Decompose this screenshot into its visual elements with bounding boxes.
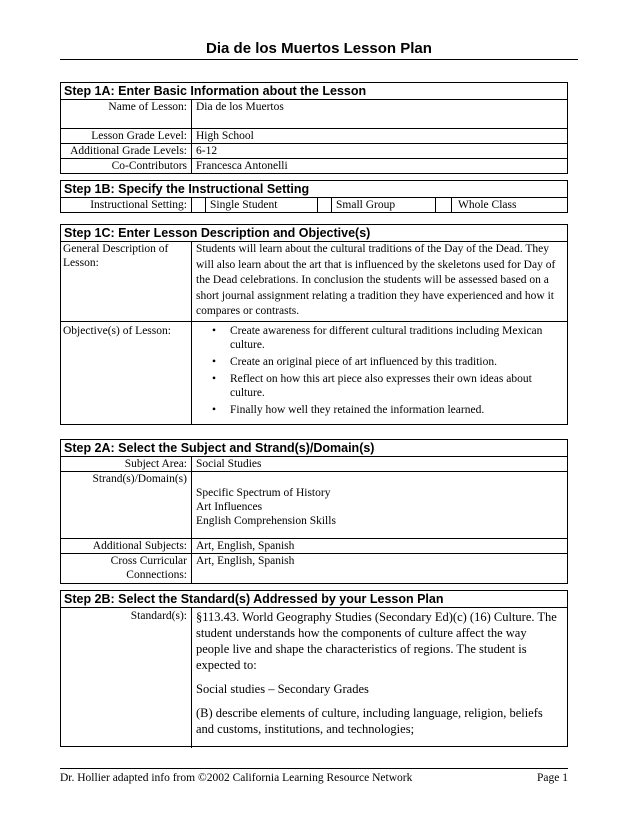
row-co-contributors	[61, 158, 567, 173]
co-contributors-label: Co-Contributors	[61, 159, 192, 173]
option-whole-class[interactable]: Whole Class	[458, 199, 517, 211]
cross-curricular-value[interactable]: Art, English, Spanish	[196, 555, 295, 567]
row-general-description	[61, 242, 567, 321]
subject-area-label: Subject Area:	[61, 457, 192, 471]
row-additional-grades	[61, 143, 567, 158]
objective-item: • Finally how well they retained the information learned.	[230, 403, 563, 417]
option-small-group[interactable]: Small Group	[332, 198, 436, 212]
standard-paragraph: Social studies – Secondary Grades	[196, 682, 369, 696]
standard-paragraph: (B) describe elements of culture, including language, religion, beliefs and customs, institutions, and technologies;	[196, 706, 543, 736]
row-standards	[61, 608, 567, 748]
strand-item: English Comprehension Skills	[196, 515, 336, 527]
footer-rule	[60, 768, 568, 769]
row-lesson-name	[61, 100, 567, 128]
lesson-name-label: Name of Lesson:	[61, 100, 192, 128]
row-cross-curricular	[61, 553, 567, 583]
grade-level-label: Lesson Grade Level:	[61, 129, 192, 143]
section-2b-heading: Step 2B: Select the Standard(s) Addressed by your Lesson Plan	[61, 591, 567, 608]
row-additional-subjects	[61, 538, 567, 553]
objective-item: • Reflect on how this art piece also expresses their own ideas about culture.	[230, 372, 563, 400]
instructional-setting-label: Instructional Setting:	[61, 198, 192, 212]
co-contributors-value[interactable]: Francesca Antonelli	[196, 160, 288, 172]
section-2b	[60, 590, 568, 747]
section-2a	[60, 439, 568, 584]
objectives-list-container	[192, 322, 567, 424]
objective-item: • Create awareness for different cultural traditions including Mexican culture.	[230, 324, 563, 352]
objectives-label: Objective(s) of Lesson:	[61, 322, 192, 424]
title-rule	[60, 59, 578, 60]
additional-grades-value[interactable]: 6-12	[196, 145, 218, 157]
checkbox-small-group[interactable]	[318, 198, 332, 212]
option-single-student[interactable]: Single Student	[206, 198, 318, 212]
section-2a-heading: Step 2A: Select the Subject and Strand(s)/Domain(s)	[61, 440, 567, 457]
strand-item: Art Influences	[196, 501, 263, 513]
footer-credit: Dr. Hollier adapted info from ©2002 California Learning Resource Network	[60, 772, 413, 784]
row-strands	[61, 471, 567, 538]
subject-area-value[interactable]: Social Studies	[196, 458, 262, 470]
general-description-label: General Description of Lesson:	[61, 242, 192, 321]
footer	[60, 772, 568, 784]
section-1a	[60, 82, 568, 174]
lesson-name-value[interactable]: Dia de los Muertos	[196, 101, 284, 113]
checkbox-single-student[interactable]	[192, 198, 206, 212]
section-1c	[60, 224, 568, 425]
standard-paragraph: §113.43. World Geography Studies (Secondary Ed)(c) (16) Culture. The student understands how the components of culture affect the way people live and shape the characteristics of regions. The student is expected to:	[196, 610, 557, 672]
additional-grades-label: Additional Grade Levels:	[61, 144, 192, 158]
general-description-value[interactable]: Students will learn about the cultural traditions of the Day of the Dead. They will also learn about the art that is influenced by the skeletons used for Day of the Dead celebrations. In conclusion the students will be assessed based on a short journal assignment relating a tradition they have experienced and how it compares or contrasts.	[196, 243, 556, 317]
section-1b-heading: Step 1B: Specify the Instructional Setting	[61, 181, 567, 198]
strands-value[interactable]	[192, 472, 567, 538]
objective-item: • Create an original piece of art influenced by this tradition.	[230, 355, 563, 369]
row-subject-area	[61, 457, 567, 471]
additional-subjects-value[interactable]: Art, English, Spanish	[196, 540, 295, 552]
checkbox-whole-class[interactable]	[436, 198, 452, 212]
row-instructional-setting	[61, 198, 567, 212]
additional-subjects-label: Additional Subjects:	[61, 539, 192, 553]
standard-gap	[196, 697, 563, 705]
strands-label: Strand(s)/Domain(s)	[61, 472, 192, 538]
page-title: Dia de los Muertos Lesson Plan	[206, 40, 432, 57]
strand-item: Specific Spectrum of History	[196, 487, 331, 499]
objectives-list	[196, 324, 563, 417]
page-number: Page 1	[537, 772, 568, 784]
row-objectives	[61, 321, 567, 424]
section-1c-heading: Step 1C: Enter Lesson Description and Objective(s)	[61, 225, 567, 242]
grade-level-value[interactable]: High School	[196, 130, 254, 142]
standards-value[interactable]	[192, 608, 567, 748]
standards-label: Standard(s):	[61, 608, 192, 748]
section-1a-heading: Step 1A: Enter Basic Information about the Lesson	[61, 83, 567, 100]
cross-curricular-label: Cross Curricular Connections:	[61, 554, 192, 583]
standard-gap	[196, 673, 563, 681]
section-1b	[60, 180, 568, 213]
row-grade-level	[61, 128, 567, 143]
